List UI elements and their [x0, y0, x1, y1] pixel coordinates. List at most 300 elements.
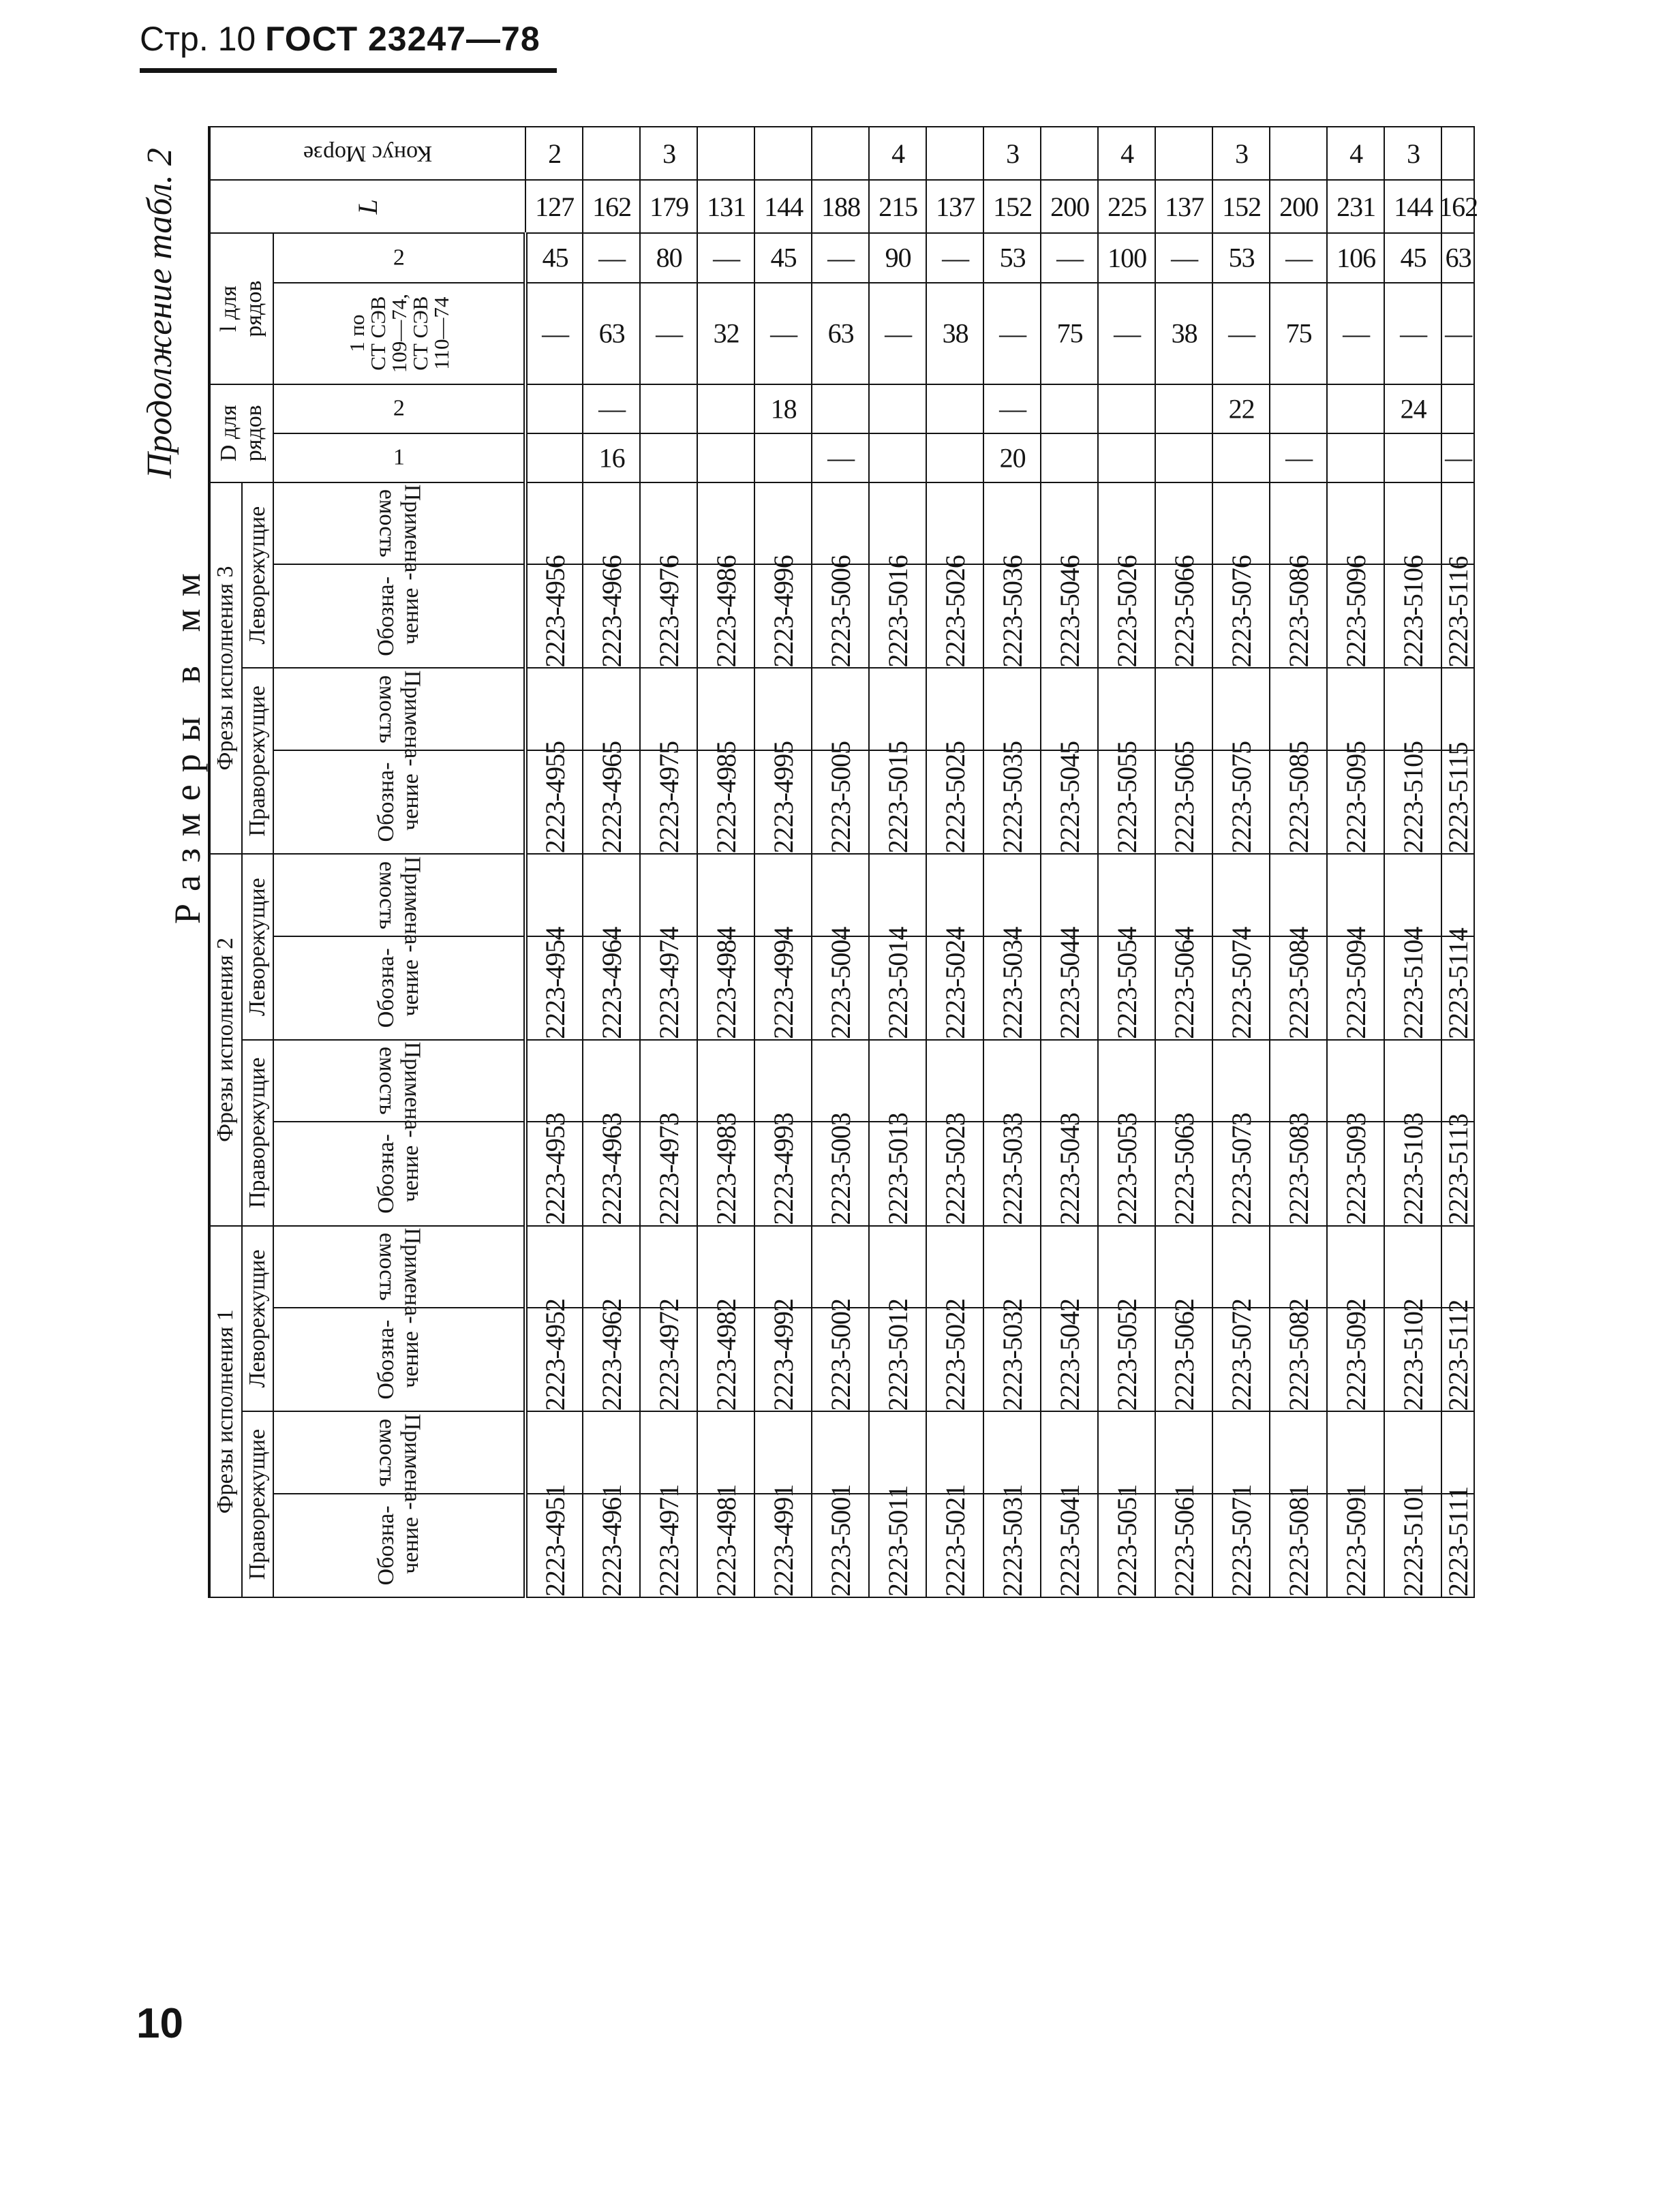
designation-3-right-cell	[697, 741, 754, 854]
designation-1-right-cell	[1270, 1484, 1327, 1597]
l-row-1-value: —	[1227, 318, 1255, 349]
applicability-1-right-cell	[1270, 1411, 1327, 1493]
designation-3-right-cell	[1155, 741, 1212, 854]
designation-3-left-cell	[1441, 556, 1474, 668]
designation-2-left-cell	[697, 927, 754, 1040]
applicability-1-left-cell	[1384, 1226, 1441, 1308]
applicability-2-left-cell	[697, 854, 754, 936]
table-row	[983, 127, 1041, 1597]
designation-1-right: 2223-5091	[1340, 1484, 1371, 1597]
d-row-2-value-cell	[1327, 384, 1384, 433]
designation-3-left-cell	[983, 555, 1041, 668]
l-row-1-value: —	[541, 318, 568, 349]
applicability-2-left-cell	[525, 854, 583, 936]
applicability-3-left-cell	[1327, 482, 1384, 564]
group-3-left-cutting-header: Леворежущие	[242, 482, 274, 669]
applicability-1-right-cell	[640, 1411, 697, 1493]
applicability-2-left-cell	[1327, 854, 1384, 936]
designation-2-right-cell	[1041, 1113, 1098, 1225]
designation-1-left-cell	[1270, 1298, 1327, 1411]
table-row	[1270, 127, 1327, 1597]
applicability-2-left-cell	[640, 854, 697, 936]
designation-3-right-cell	[640, 741, 697, 854]
applicability-3-right-cell	[525, 669, 583, 750]
d-row-2-header	[273, 384, 525, 433]
length-value: 215	[878, 191, 917, 222]
table-row	[1041, 127, 1098, 1597]
designation-3-left-cell	[1384, 555, 1441, 668]
designation-3-right-cell	[1270, 741, 1327, 854]
designation-2-right-cell	[1441, 1113, 1474, 1225]
applicability-3-left-cell	[869, 482, 926, 564]
designation-header: Обозна- чение	[273, 1308, 525, 1411]
l-row-2-value: —	[1285, 242, 1312, 273]
l-row-1-value: —	[769, 318, 797, 349]
applicability-3-right-cell	[869, 669, 926, 750]
l-row-1-value-cell	[869, 283, 926, 384]
applicability-3-left-cell	[525, 482, 583, 564]
applicability-3-left-cell	[1212, 482, 1270, 564]
morse-taper-value-cell	[697, 127, 754, 180]
l-row-1-value-cell	[583, 283, 640, 384]
applicability-1-right-cell	[1098, 1411, 1155, 1493]
table-body	[525, 127, 1478, 1597]
designation-2-right: 2223-4953	[539, 1113, 570, 1225]
designation-1-left-cell	[1098, 1298, 1155, 1411]
applicability-3-right-cell	[583, 669, 640, 750]
designation-2-right-cell	[640, 1113, 697, 1225]
designation-2-left: 2223-5104	[1397, 927, 1429, 1039]
length-value: 162	[1438, 191, 1478, 222]
designation-1-left: 2223-5062	[1168, 1298, 1200, 1411]
applicability-3-right-cell	[1441, 669, 1474, 750]
designation-1-left-cell	[983, 1298, 1041, 1411]
designation-1-right: 2223-4961	[596, 1484, 627, 1597]
group-2-left-cutting-header: Леворежущие	[242, 854, 274, 1040]
applicability-2-right-cell	[983, 1040, 1041, 1122]
length-value: 144	[1393, 191, 1433, 222]
applicability-2-right-cell	[1270, 1040, 1327, 1122]
designation-1-right: 2223-5011	[882, 1486, 913, 1597]
group-2-header: Фрезы исполнения 2	[209, 854, 242, 1225]
morse-taper-value-cell	[1441, 127, 1474, 180]
table-continuation-label: Продолжение табл. 2	[140, 148, 179, 479]
designation-2-right-cell	[1155, 1113, 1212, 1225]
group-1-left-cutting-header: Леворежущие	[242, 1226, 274, 1412]
designation-2-left-cell	[812, 927, 869, 1040]
d-row-2-value-cell	[640, 384, 697, 433]
d-row-1-value-cell	[583, 433, 640, 482]
applicability-3-right-cell	[812, 669, 869, 750]
l-row-2-value: —	[712, 242, 739, 273]
applicability-1-left-cell	[1155, 1226, 1212, 1308]
morse-taper-value-cell	[1270, 127, 1327, 180]
applicability-1-right-cell	[1441, 1411, 1474, 1493]
applicability-3-left-cell	[1441, 482, 1474, 564]
applicability-3-right-cell	[1041, 669, 1098, 750]
d-row-2-value-cell	[983, 384, 1041, 433]
applicability-1-left-cell	[1327, 1226, 1384, 1308]
designation-3-right-cell	[1212, 741, 1270, 854]
l-row-2-value: 45	[770, 242, 797, 273]
designation-1-right-cell	[525, 1484, 583, 1597]
applicability-2-right-cell	[812, 1040, 869, 1122]
applicability-3-left-cell	[1098, 482, 1155, 564]
designation-3-left-cell	[1270, 555, 1327, 668]
designation-1-left: 2223-5092	[1340, 1298, 1371, 1411]
designation-2-right: 2223-5073	[1225, 1113, 1257, 1225]
designation-2-left-cell	[1041, 927, 1098, 1040]
morse-taper-value-cell	[1212, 127, 1270, 180]
d-row-1-value-cell	[1041, 433, 1098, 482]
designation-3-right-cell	[525, 741, 583, 854]
designation-2-right: 2223-5053	[1111, 1113, 1142, 1225]
designation-3-left: 2223-4956	[539, 555, 570, 668]
designation-3-right-cell	[1041, 741, 1098, 854]
table-row	[525, 127, 583, 1597]
applicability-3-left-cell	[754, 482, 812, 564]
length-value: 152	[992, 191, 1032, 222]
designation-1-left-cell	[812, 1298, 869, 1411]
applicability-3-left-cell	[812, 482, 869, 564]
d-rows-header: D для рядов	[209, 384, 273, 482]
designation-header: Обозна- чение	[273, 750, 525, 854]
designation-3-left-cell	[1041, 555, 1098, 668]
applicability-1-left-cell	[1212, 1226, 1270, 1308]
length-value: 188	[821, 191, 860, 222]
d-row-2-value-cell	[812, 384, 869, 433]
designation-1-left-cell	[1212, 1298, 1270, 1411]
l-row-1-value-cell	[1441, 283, 1474, 384]
rotated-table-container	[208, 138, 1680, 1598]
morse-taper-value-cell	[812, 127, 869, 180]
designation-1-right-cell	[1098, 1484, 1155, 1597]
l-rows-header: l для рядов	[209, 233, 273, 384]
designation-2-right-cell	[869, 1113, 926, 1225]
designation-3-right-cell	[1327, 741, 1384, 854]
designation-2-left-cell	[926, 927, 983, 1040]
applicability-2-left-cell	[1098, 854, 1155, 936]
designation-1-left: 2223-4982	[710, 1298, 742, 1411]
designation-1-right: 2223-5041	[1054, 1484, 1085, 1597]
length-value: 137	[935, 191, 975, 222]
header-rule	[140, 68, 557, 73]
applicability-3-left-cell	[1155, 482, 1212, 564]
l-row-2-value: 45	[542, 242, 568, 273]
morse-taper-value-cell	[1327, 127, 1384, 180]
designation-2-left: 2223-4994	[767, 927, 799, 1039]
l-row-1-value-cell	[983, 283, 1041, 384]
designation-2-right: 2223-4993	[767, 1113, 799, 1225]
applicability-label: Примена- емость	[374, 670, 425, 767]
d-row-1-value: —	[827, 442, 854, 474]
applicability-3-right-cell	[640, 669, 697, 750]
designation-2-left-cell	[983, 927, 1041, 1040]
table-row	[754, 127, 812, 1597]
designation-1-right-cell	[1384, 1484, 1441, 1597]
applicability-1-left-cell	[1270, 1226, 1327, 1308]
designation-3-left: 2223-5106	[1397, 555, 1429, 668]
designation-1-left: 2223-5112	[1442, 1300, 1473, 1411]
designation-2-right: 2223-5103	[1397, 1113, 1429, 1225]
morse-taper-value: 4	[1349, 138, 1362, 169]
applicability-1-right-cell	[812, 1411, 869, 1493]
designation-1-left-cell	[525, 1298, 583, 1411]
d-row-2-value-cell	[1212, 384, 1270, 433]
table-row	[1212, 127, 1270, 1597]
d-row-1-value-cell	[640, 433, 697, 482]
length-value-cell	[1098, 180, 1155, 233]
applicability-1-right-cell	[1384, 1411, 1441, 1493]
morse-taper-value-cell	[926, 127, 983, 180]
l-row-2-value: —	[941, 242, 968, 273]
designation-1-left-cell	[1384, 1298, 1441, 1411]
designation-1-left-cell	[869, 1298, 926, 1411]
d-row-2-value: —	[998, 393, 1026, 425]
l-row-2-value-cell	[983, 233, 1041, 282]
length-value: 131	[706, 191, 746, 222]
l-row-1-value-cell	[525, 283, 583, 384]
table-row	[869, 127, 926, 1597]
designation-3-right: 2223-5055	[1111, 741, 1142, 854]
applicability-1-left-cell	[640, 1226, 697, 1308]
applicability-header	[273, 1040, 525, 1138]
table-row	[583, 127, 640, 1597]
designation-2-left: 2223-5044	[1054, 927, 1085, 1039]
applicability-header	[273, 854, 525, 953]
designation-3-left: 2223-5066	[1168, 555, 1200, 668]
designation-2-left: 2223-5094	[1340, 927, 1371, 1039]
applicability-2-left-cell	[926, 854, 983, 936]
designation-1-left-cell	[583, 1298, 640, 1411]
l-row-2-value: 80	[656, 242, 682, 273]
applicability-3-right-cell	[1212, 669, 1270, 750]
table-row	[926, 127, 983, 1597]
d-row-1-header	[273, 433, 525, 482]
applicability-3-left-cell	[697, 482, 754, 564]
designation-2-right-cell	[1270, 1113, 1327, 1225]
applicability-1-right-cell	[525, 1411, 583, 1493]
designation-2-right-cell	[1327, 1113, 1384, 1225]
designation-3-right: 2223-5065	[1168, 741, 1200, 854]
applicability-label: Примена- емость	[374, 1041, 425, 1138]
applicability-2-left-cell	[1212, 854, 1270, 936]
designation-1-right: 2223-4971	[653, 1484, 684, 1597]
morse-taper-value-cell	[1041, 127, 1098, 180]
designation-3-right: 2223-5115	[1442, 742, 1473, 854]
applicability-header	[273, 1411, 525, 1510]
length-value: 162	[592, 191, 631, 222]
designation-3-right: 2223-4965	[596, 741, 627, 854]
applicability-label: Примена- емость	[374, 856, 425, 953]
applicability-1-left-cell	[525, 1226, 583, 1308]
morse-taper-value: 4	[1120, 138, 1133, 169]
l-row-1-value-cell	[640, 283, 697, 384]
d-row-2-value-cell	[1270, 384, 1327, 433]
designation-3-right-cell	[1098, 741, 1155, 854]
designation-2-right-cell	[525, 1113, 583, 1225]
designation-1-right: 2223-5071	[1225, 1484, 1257, 1597]
designation-3-left-cell	[926, 555, 983, 668]
designation-3-left-cell	[812, 555, 869, 668]
applicability-3-right-cell	[754, 669, 812, 750]
designation-3-right: 2223-4995	[767, 741, 799, 854]
length-value-cell	[754, 180, 812, 233]
standard-number: ГОСТ 23247—78	[265, 20, 540, 58]
designation-2-right: 2223-4963	[596, 1113, 627, 1225]
l-row-1-value: 75	[1285, 318, 1312, 349]
length-value: 144	[763, 191, 803, 222]
designation-3-right: 2223-5085	[1283, 741, 1314, 854]
l-row-2-value-cell	[1441, 233, 1474, 282]
designation-1-left: 2223-5042	[1054, 1298, 1085, 1411]
morse-taper-value-cell	[1384, 127, 1441, 180]
table-row	[697, 127, 754, 1597]
l-row-1-value: 32	[713, 318, 739, 349]
table-row	[1441, 127, 1474, 1597]
designation-2-left-cell	[1441, 928, 1474, 1040]
applicability-2-right-cell	[1327, 1040, 1384, 1122]
applicability-2-left-cell	[1441, 854, 1474, 936]
applicability-1-left-cell	[926, 1226, 983, 1308]
designation-3-right-cell	[1441, 742, 1474, 854]
designation-3-left-cell	[1098, 555, 1155, 668]
applicability-2-right-cell	[926, 1040, 983, 1122]
applicability-2-left-cell	[1041, 854, 1098, 936]
d-row-2-value: 22	[1228, 393, 1255, 425]
designation-1-right-cell	[1155, 1484, 1212, 1597]
l-row-2-value-cell	[812, 233, 869, 282]
group-1-right-cutting-header: Праворежущие	[242, 1411, 274, 1597]
designation-1-right-cell	[869, 1486, 926, 1597]
d-row-1-value-cell	[1155, 433, 1212, 482]
group-3-header: Фрезы исполнения 3	[209, 482, 242, 854]
d-row-2-value: 24	[1400, 393, 1426, 425]
l-row-1-value: —	[1342, 318, 1369, 349]
l-row-2-value: 63	[1445, 242, 1471, 273]
applicability-2-left-cell	[812, 854, 869, 936]
d-row-1-value-cell	[1441, 433, 1474, 482]
d-row-2-value-cell	[1041, 384, 1098, 433]
d-row-2-label: 2	[393, 395, 405, 421]
length-value-cell	[1212, 180, 1270, 233]
applicability-header	[273, 1226, 525, 1324]
designation-2-right: 2223-5013	[882, 1113, 913, 1225]
applicability-3-left-cell	[1041, 482, 1098, 564]
designation-2-left: 2223-5114	[1442, 928, 1473, 1039]
applicability-1-right-cell	[983, 1411, 1041, 1493]
morse-taper-value: 3	[1234, 138, 1248, 169]
l-row-2-value: 45	[1400, 242, 1426, 273]
designation-1-left: 2223-4952	[539, 1298, 570, 1411]
l-row-1-value: —	[1444, 318, 1471, 349]
designation-2-right-cell	[1098, 1113, 1155, 1225]
applicability-1-right-cell	[697, 1411, 754, 1493]
designation-3-right-cell	[1384, 741, 1441, 854]
l-row-2-value-cell	[1327, 233, 1384, 282]
designation-1-right-cell	[1212, 1484, 1270, 1597]
designation-2-right-cell	[983, 1113, 1041, 1225]
applicability-1-right-cell	[1155, 1411, 1212, 1493]
designation-1-right-cell	[583, 1484, 640, 1597]
applicability-1-right-cell	[583, 1411, 640, 1493]
l-row-1-value: —	[998, 318, 1026, 349]
designation-3-left-cell	[640, 555, 697, 668]
designation-2-left-cell	[640, 927, 697, 1040]
designation-1-left-cell	[640, 1298, 697, 1411]
l-row-2-value: 53	[999, 242, 1026, 273]
length-value-cell	[1438, 180, 1478, 233]
designation-3-left: 2223-5096	[1340, 555, 1371, 668]
l-row-2-value: 100	[1107, 242, 1146, 273]
applicability-3-left-cell	[1384, 482, 1441, 564]
table-row	[1327, 127, 1384, 1597]
designation-3-left-cell	[1212, 555, 1270, 668]
designation-2-right-cell	[754, 1113, 812, 1225]
designation-2-right: 2223-5093	[1340, 1113, 1371, 1225]
designation-1-right: 2223-5021	[939, 1484, 971, 1597]
d-row-1-value-cell	[754, 433, 812, 482]
designation-1-left: 2223-5022	[939, 1298, 971, 1411]
designation-2-right: 2223-4973	[653, 1113, 684, 1225]
applicability-1-right-cell	[1041, 1411, 1098, 1493]
designation-2-right: 2223-5043	[1054, 1113, 1085, 1225]
table-row	[1155, 127, 1212, 1597]
designation-1-left: 2223-4962	[596, 1298, 627, 1411]
morse-taper-value: 2	[547, 138, 561, 169]
length-value: 152	[1221, 191, 1261, 222]
designation-2-left-cell	[1098, 927, 1155, 1040]
l-row-2-value: 106	[1336, 242, 1375, 273]
applicability-1-right-cell	[1212, 1411, 1270, 1493]
length-value: 200	[1050, 191, 1089, 222]
designation-3-right: 2223-5005	[825, 741, 856, 854]
l-row-2-value-cell	[525, 233, 583, 282]
designation-1-right-cell	[812, 1484, 869, 1597]
d-row-1-value: 16	[598, 442, 625, 474]
l-row-2-label: 2	[393, 245, 405, 271]
designation-2-left-cell	[1155, 927, 1212, 1040]
d-row-1-value-cell	[525, 433, 583, 482]
d-row-2-value-cell	[754, 384, 812, 433]
l-row-2-value-cell	[926, 233, 983, 282]
designation-2-right-cell	[926, 1113, 983, 1225]
applicability-2-right-cell	[1155, 1040, 1212, 1122]
applicability-3-left-cell	[983, 482, 1041, 564]
l-row-1-value-cell	[812, 283, 869, 384]
designation-2-right: 2223-5083	[1283, 1113, 1314, 1225]
designation-2-right: 2223-5003	[825, 1113, 856, 1225]
l-row-2-value-cell	[869, 233, 926, 282]
designation-2-right-cell	[583, 1113, 640, 1225]
designation-1-left: 2223-5012	[882, 1298, 913, 1411]
designation-1-right: 2223-5031	[996, 1484, 1028, 1597]
designation-1-right: 2223-4991	[767, 1484, 799, 1597]
morse-taper-value-cell	[583, 127, 640, 180]
l-row-2-value: —	[1170, 242, 1197, 273]
group-3-right-cutting-header: Праворежущие	[242, 669, 274, 855]
designation-1-right-cell	[697, 1484, 754, 1597]
l-row-1-value-cell	[1384, 283, 1441, 384]
applicability-label: Примена- емость	[374, 1413, 425, 1510]
l-row-2-value-cell	[1041, 233, 1098, 282]
applicability-2-left-cell	[1384, 854, 1441, 936]
applicability-1-left-cell	[1441, 1226, 1474, 1308]
designation-2-left: 2223-5034	[996, 927, 1028, 1039]
designation-1-right: 2223-5061	[1168, 1484, 1200, 1597]
morse-taper-value-cell	[754, 127, 812, 180]
applicability-3-right-cell	[983, 669, 1041, 750]
